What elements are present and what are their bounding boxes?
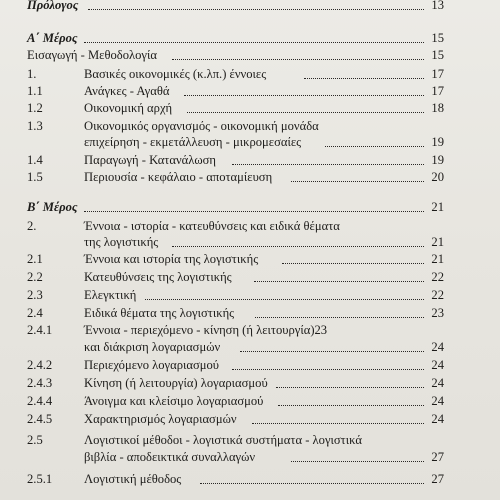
toc-entry-page: 19 <box>431 153 444 167</box>
toc-entry <box>0 83 500 99</box>
dot-leader <box>88 0 424 10</box>
toc-entry-number: 2.4 <box>27 306 43 320</box>
toc-part-a <box>0 30 500 46</box>
toc-entry-number: 2.5.1 <box>27 472 53 486</box>
toc-entry-page: 27 <box>431 450 444 464</box>
toc-entry-continuation <box>0 339 500 355</box>
toc-entry-title: Παραγωγή - Κατανάλωση <box>84 153 217 167</box>
toc-entry-title: Β΄ Μέρος <box>27 200 78 214</box>
toc-entry-title-line2: και διάκριση λογαριασμών <box>84 340 221 354</box>
toc-part-b <box>0 199 500 215</box>
toc-entry-title-line2: βιβλία - αποδεικτικά συναλλαγών <box>84 450 256 464</box>
toc-entry-continuation <box>0 449 500 465</box>
toc-entry-page: 21 <box>431 252 444 266</box>
dot-leader <box>187 100 424 113</box>
toc-entry-title: Έννοια - ιστορία - κατευθύνσεις και ειδικά θέματα <box>84 219 340 233</box>
toc-entry-page: 17 <box>431 84 444 98</box>
toc-entry-page: 15 <box>431 48 444 62</box>
dot-leader <box>278 393 424 406</box>
toc-entry-number: 2.4.2 <box>27 358 53 372</box>
toc-entry <box>0 375 500 391</box>
toc-entry-title-line2: της λογιστικής <box>84 235 159 249</box>
toc-entry <box>0 322 500 338</box>
toc-entry <box>0 218 500 234</box>
toc-entry-title: Λογιστικοί μέθοδοι - λογιστικά συστήματα - λογιστικά <box>84 433 362 447</box>
dot-leader <box>145 287 424 300</box>
toc-entry-page: 24 <box>431 394 444 408</box>
toc-entry-page: 17 <box>431 67 444 81</box>
toc-entry-page: 21 <box>431 235 444 249</box>
toc-entry-number: 2.3 <box>27 288 43 302</box>
dot-leader <box>172 47 424 60</box>
toc-entry-page: 13 <box>431 0 444 12</box>
toc-entry-title: Βασικές οικονομικές (κ.λπ.) έννοιες <box>84 67 267 81</box>
dot-leader <box>232 357 424 370</box>
toc-entry-title-line2: επιχείρηση - εκμετάλλευση - μικρομεσαίες <box>84 135 302 149</box>
toc-entry <box>0 305 500 321</box>
toc-entry-title: Χαρακτηρισμός λογαριασμών <box>84 412 237 426</box>
toc-entry-page: 24 <box>431 376 444 390</box>
toc-entry-title: Α΄ Μέρος <box>27 31 78 45</box>
toc-entry-title: Έννοια και ιστορία της λογιστικής <box>84 252 259 266</box>
toc-entry <box>0 269 500 285</box>
dot-leader <box>184 83 424 96</box>
dot-leader <box>172 234 424 247</box>
toc-entry <box>0 169 500 185</box>
toc-entry <box>0 411 500 427</box>
dot-leader <box>240 339 424 352</box>
toc-entry-number: 1.2 <box>27 101 43 115</box>
toc-entry-title: Έννοια - περιεχόμενο - κίνηση (ή λειτουργία)23 <box>84 323 328 337</box>
toc-entry-number: 2.4.3 <box>27 376 53 390</box>
toc-entry-continuation <box>0 234 500 250</box>
dot-leader <box>304 66 424 79</box>
toc-entry <box>0 357 500 373</box>
toc-entry-page: 24 <box>431 358 444 372</box>
toc-entry <box>0 118 500 134</box>
dot-leader <box>282 251 424 264</box>
toc-entry-title: Ειδικά θέματα της λογιστικής <box>84 306 235 320</box>
toc-entry-page: 19 <box>431 135 444 149</box>
toc-entry-number: 2.1 <box>27 252 43 266</box>
toc-entry-page: 20 <box>431 170 444 184</box>
dot-leader <box>254 269 424 282</box>
toc-entry-title: Οικονομικός οργανισμός - οικονομική μονάδα <box>84 119 319 133</box>
dot-leader <box>84 199 424 212</box>
toc-entry-title: Κατευθύνσεις της λογιστικής <box>84 270 232 284</box>
toc-entry <box>0 287 500 303</box>
toc-entry <box>0 251 500 267</box>
toc-entry-page: 27 <box>431 472 444 486</box>
dot-leader <box>255 305 424 318</box>
toc-entry <box>0 66 500 82</box>
dot-leader <box>276 375 424 388</box>
toc-entry <box>0 152 500 168</box>
toc-entry-number: 2. <box>27 219 37 233</box>
dot-leader <box>252 411 424 424</box>
toc-entry-number: 2.5 <box>27 433 43 447</box>
toc-entry-number: 2.2 <box>27 270 43 284</box>
toc-entry-page: 22 <box>431 288 444 302</box>
toc-entry-continuation <box>0 134 500 150</box>
toc-entry-number: 1.4 <box>27 153 43 167</box>
toc-entry <box>0 100 500 116</box>
toc-entry-number: 1. <box>27 67 37 81</box>
toc-entry-page: 24 <box>431 340 444 354</box>
toc-entry <box>0 471 500 487</box>
toc-entry-page: 15 <box>431 31 444 45</box>
toc-entry-intro <box>0 47 500 63</box>
toc-entry-title: Ελεγκτική <box>84 288 137 302</box>
toc-entry-title: Οικονομική αρχή <box>84 101 173 115</box>
toc-entry-number: 1.3 <box>27 119 43 133</box>
toc-entry-page: 24 <box>431 412 444 426</box>
toc-entry-title: Περιουσία - κεφάλαιο - αποταμίευση <box>84 170 273 184</box>
toc-entry-page: 18 <box>431 101 444 115</box>
toc-entry-title: Άνοιγμα και κλείσιμο λογαριασμού <box>84 394 264 408</box>
toc-entry-number: 2.4.4 <box>27 394 53 408</box>
toc-entry-page: 21 <box>431 200 444 214</box>
toc-entry-prologue <box>0 0 500 13</box>
toc-entry-title: Λογιστική μέθοδος <box>84 472 182 486</box>
toc-entry-title: Εισαγωγή - Μεθοδολογία <box>27 48 157 62</box>
dot-leader <box>325 134 424 147</box>
toc-entry-title: Περιεχόμενο λογαριασμού <box>84 358 220 372</box>
toc-entry <box>0 432 500 448</box>
dot-leader <box>291 169 424 182</box>
dot-leader <box>84 30 424 43</box>
toc-entry-number: 2.4.1 <box>27 323 53 337</box>
toc-entry-title: Πρόλογος <box>27 0 79 12</box>
toc-entry-page: 23 <box>431 306 444 320</box>
toc-entry-title: Ανάγκες - Αγαθά <box>84 84 170 98</box>
toc-entry-number: 1.5 <box>27 170 43 184</box>
dot-leader <box>200 471 424 484</box>
toc-entry-number: 1.1 <box>27 84 43 98</box>
dot-leader <box>232 152 424 165</box>
toc-entry <box>0 393 500 409</box>
dot-leader <box>291 449 424 462</box>
toc-entry-title: Κίνηση (ή λειτουργία) λογαριασμού <box>84 376 268 390</box>
toc-entry-number: 2.4.5 <box>27 412 53 426</box>
toc-entry-page: 22 <box>431 270 444 284</box>
